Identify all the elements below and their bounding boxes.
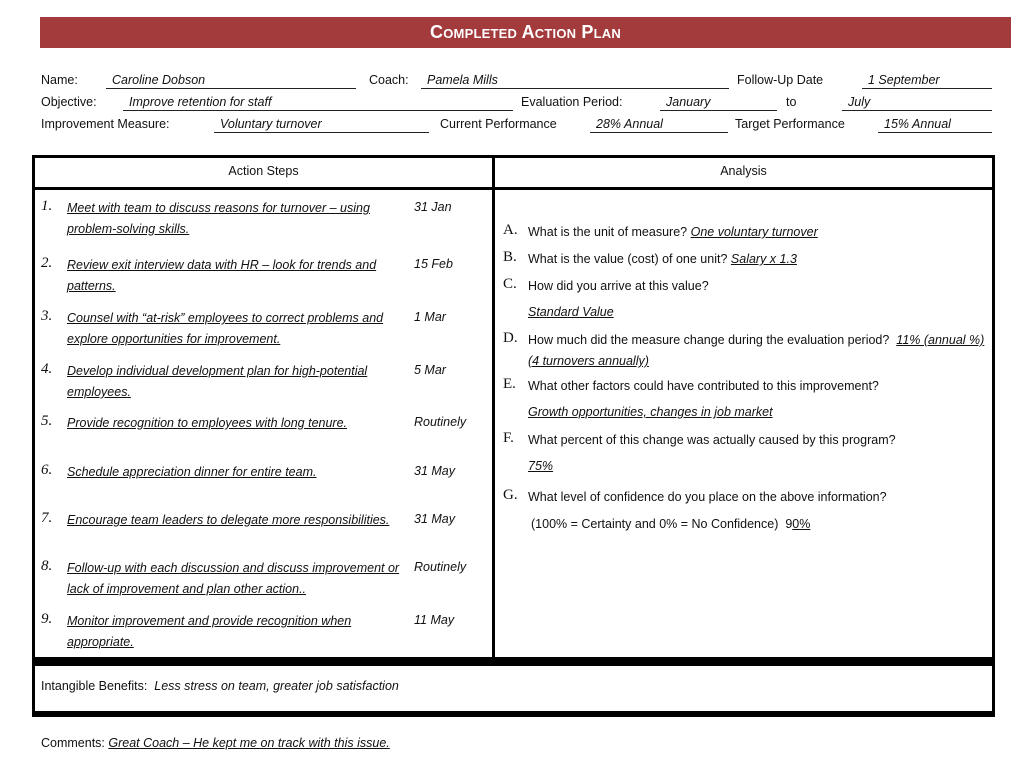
current-performance-label: Current Performance <box>440 117 557 131</box>
question-unit-of-measure: What is the unit of measure? One voluntary turnover <box>528 225 818 239</box>
question-letter: F. <box>503 430 514 446</box>
step-number: 7. <box>41 510 53 526</box>
step-date: 5 Mar <box>414 363 446 377</box>
step-description: Develop individual development plan for high-potential employees. <box>67 364 368 399</box>
question-letter: G. <box>503 487 518 503</box>
comments-label: Comments: <box>41 736 105 750</box>
comments <box>41 736 390 750</box>
objective-label: Objective: <box>41 95 97 109</box>
name-value: Caroline Dobson <box>112 73 206 87</box>
eval-from-value: January <box>666 95 711 109</box>
measure-label: Improvement Measure: <box>41 117 170 131</box>
followup-field <box>862 72 992 89</box>
step-description: Review exit interview data with HR – look for trends and patterns. <box>67 258 377 293</box>
question-confidence: What level of confidence do you place on the above information? <box>528 490 887 504</box>
step-date: Routinely <box>414 415 467 429</box>
comments-value: Great Coach – He kept me on track with this issue. <box>108 736 390 750</box>
step-description: Meet with team to discuss reasons for turnover – using problem-solving skills. <box>67 201 370 236</box>
intangible-benefits-label: Intangible Benefits: <box>41 679 148 693</box>
step-description: Schedule appreciation dinner for entire team. <box>67 465 317 479</box>
answer: 75% <box>528 459 554 473</box>
question-value-method: How did you arrive at this value? <box>528 279 709 293</box>
eval-period-label: Evaluation Period: <box>521 95 623 109</box>
eval-to-field <box>842 94 992 111</box>
confidence-scale-note: (100% = Certainty and 0% = No Confidence) 90% <box>531 517 811 531</box>
question-letter: E. <box>503 376 516 392</box>
answer: 9 <box>785 517 793 531</box>
table-column-divider <box>492 155 495 660</box>
answer: Growth opportunities, changes in job market <box>528 405 773 419</box>
question-other-factors: What other factors could have contributed to this improvement? <box>528 379 879 393</box>
step-date: 31 Jan <box>414 200 452 214</box>
step-date: 1 Mar <box>414 310 446 324</box>
target-performance-value: 15% Annual <box>884 117 951 131</box>
step-number: 6. <box>41 462 53 478</box>
step-description: Follow-up with each discussion and discuss improvement or lack of improvement and plan other action.. <box>67 561 400 596</box>
step-description: Encourage team leaders to delegate more responsibilities. <box>67 513 390 527</box>
answer: 11% (annual %) <box>896 333 985 347</box>
name-label: Name: <box>41 73 78 87</box>
followup-label: Follow-Up Date <box>737 73 824 87</box>
current-performance-field <box>590 116 728 133</box>
question-unit-value: What is the value (cost) of one unit? Salary x 1.3 <box>528 252 797 266</box>
coach-value: Pamela Mills <box>427 73 498 87</box>
answer: 0% <box>792 517 811 531</box>
step-number: 3. <box>41 308 53 324</box>
intangible-benefits <box>41 679 399 693</box>
followup-value: 1 September <box>868 73 940 87</box>
step-description: Counsel with “at-risk” employees to correct problems and explore opportunities for improvement. <box>67 311 384 346</box>
answer: (4 turnovers annually) <box>528 354 649 368</box>
intangible-benefits-value: Less stress on team, greater job satisfaction <box>154 679 399 693</box>
step-number: 1. <box>41 198 53 214</box>
coach-field <box>421 72 729 89</box>
answer: One voluntary turnover <box>690 225 818 239</box>
step-description: Monitor improvement and provide recognition when appropriate. <box>67 614 352 649</box>
question-percent-caused: What percent of this change was actually caused by this program? <box>528 433 896 447</box>
step-number: 9. <box>41 611 53 627</box>
step-date: 15 Feb <box>414 257 453 271</box>
step-number: 2. <box>41 255 53 271</box>
table-header-divider <box>32 187 995 190</box>
action-steps-heading: Action Steps <box>228 164 299 178</box>
question-measure-change: How much did the measure change during the evaluation period? 11% (annual %) (4 turnovers annually) <box>528 333 985 368</box>
eval-to-label: to <box>786 95 797 109</box>
target-performance-field <box>878 116 992 133</box>
step-date: 11 May <box>414 613 455 627</box>
answer: Standard Value <box>528 305 614 319</box>
question-letter: D. <box>503 330 518 346</box>
eval-from-field <box>660 94 777 111</box>
step-date: 31 May <box>414 512 455 526</box>
step-number: 8. <box>41 558 53 574</box>
question-letter: A. <box>503 222 518 238</box>
page-title: Completed Action Plan <box>40 17 1011 48</box>
objective-value: Improve retention for staff <box>129 95 272 109</box>
measure-field <box>214 116 429 133</box>
coach-label: Coach: <box>369 73 409 87</box>
analysis-heading: Analysis <box>720 164 767 178</box>
eval-to-value: July <box>848 95 871 109</box>
step-date: Routinely <box>414 560 467 574</box>
objective-field <box>123 94 513 111</box>
step-number: 5. <box>41 413 53 429</box>
name-field <box>106 72 356 89</box>
measure-value: Voluntary turnover <box>220 117 322 131</box>
current-performance-value: 28% Annual <box>596 117 663 131</box>
step-number: 4. <box>41 361 53 377</box>
answer: Salary x 1.3 <box>730 252 797 266</box>
target-performance-label: Target Performance <box>735 117 845 131</box>
step-date: 31 May <box>414 464 455 478</box>
question-letter: C. <box>503 276 517 292</box>
question-letter: B. <box>503 249 517 265</box>
step-description: Provide recognition to employees with long tenure. <box>67 416 348 430</box>
